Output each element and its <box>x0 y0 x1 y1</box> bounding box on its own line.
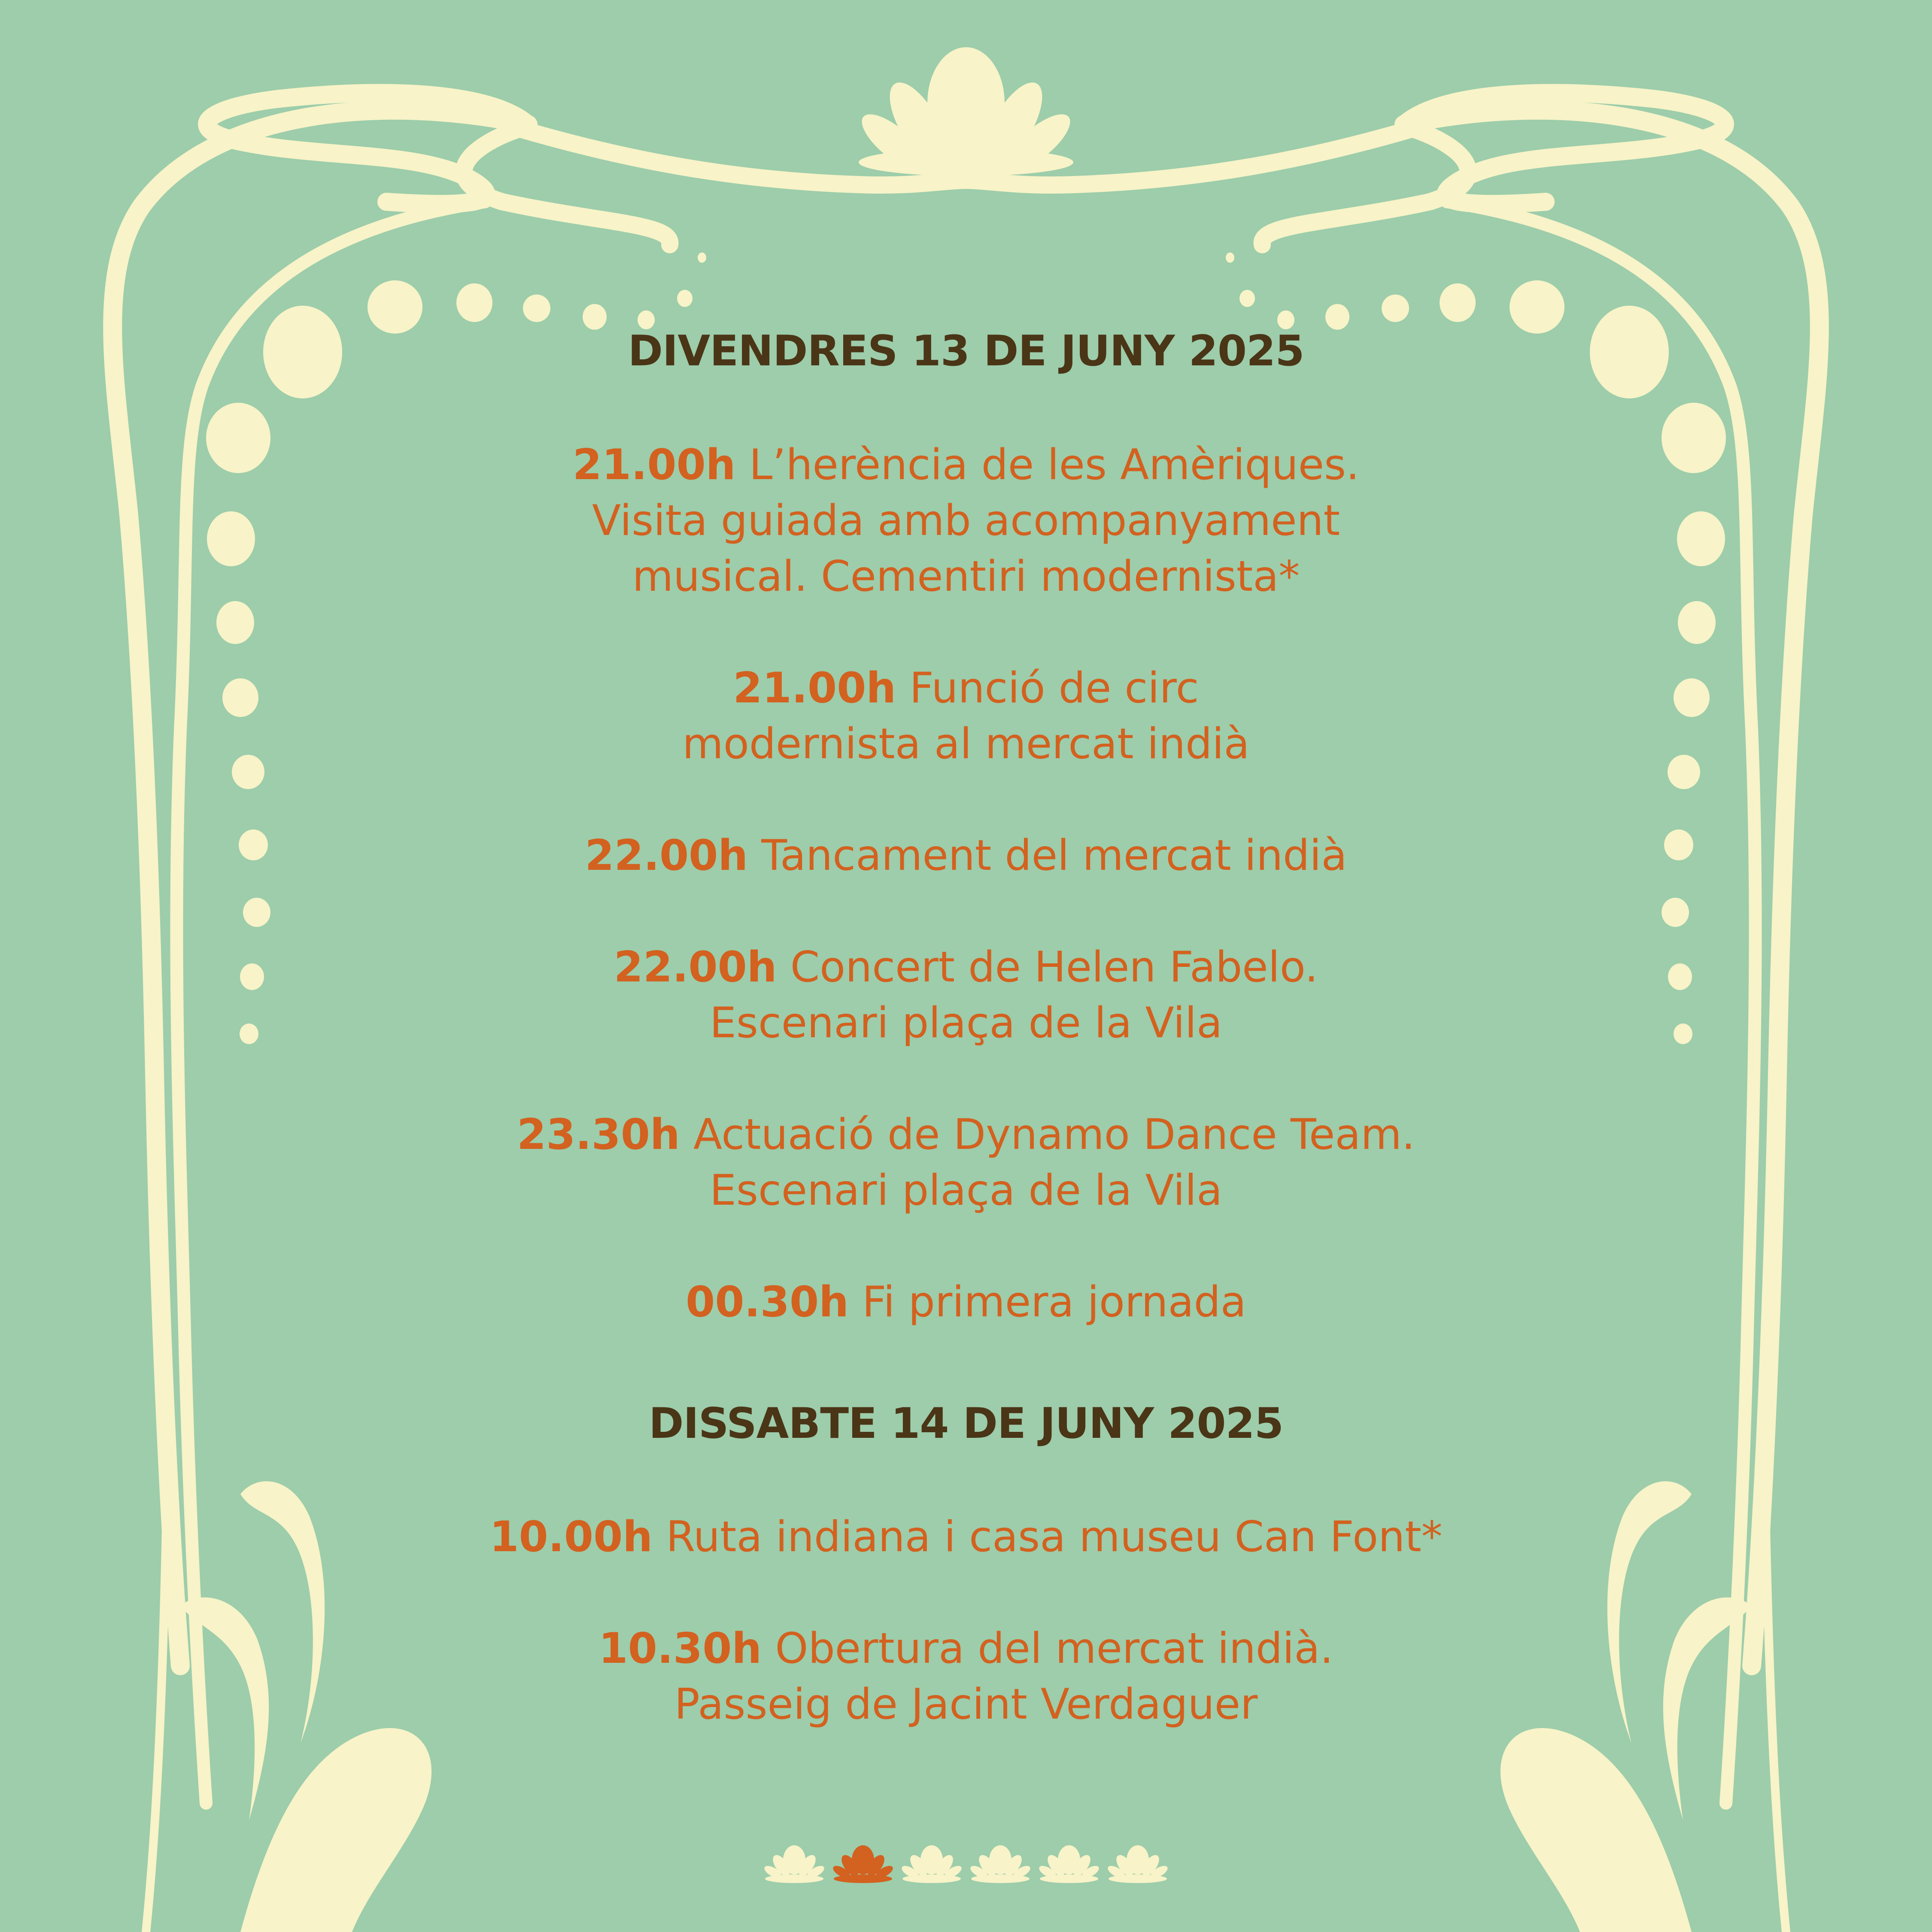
event-text: Ruta indiana i casa museu Can Font* <box>666 1513 1443 1562</box>
event-text: modernista al mercat indià <box>682 719 1250 769</box>
event-text: Escenari plaça de la Vila <box>709 998 1223 1048</box>
event-text: Visita guiada amb acompanyament <box>592 496 1340 545</box>
event-item <box>301 939 1631 1051</box>
event-time: 21.00h <box>733 663 896 713</box>
event-time: 22.00h <box>585 831 748 880</box>
page-dot-active[interactable] <box>833 1842 893 1885</box>
event-item <box>301 1274 1631 1330</box>
event-text: Funció de circ <box>909 663 1199 713</box>
event-text: musical. Cementiri modernista* <box>632 552 1300 601</box>
event-text: Escenari plaça de la Vila <box>709 1166 1223 1215</box>
event-time: 10.30h <box>598 1624 762 1674</box>
event-item <box>301 1509 1631 1565</box>
page-indicator <box>764 1842 1168 1885</box>
event-text: Tancament del mercat indià <box>761 831 1347 880</box>
event-item <box>301 660 1631 772</box>
event-text: Obertura del mercat indià. <box>775 1624 1334 1674</box>
page-dot[interactable] <box>902 1842 962 1885</box>
event-time: 00.30h <box>686 1277 849 1327</box>
event-text: Passeig de Jacint Verdaguer <box>674 1680 1258 1729</box>
event-time: 22.00h <box>614 942 777 992</box>
event-item <box>301 437 1631 605</box>
event-text: L’herència de les Amèriques. <box>749 440 1360 489</box>
event-item <box>301 1621 1631 1732</box>
program-schedule <box>301 326 1631 1732</box>
event-item <box>301 1107 1631 1218</box>
event-time: 23.30h <box>517 1110 680 1159</box>
day-heading: DIVENDRES 13 DE JUNY 2025 <box>628 327 1304 376</box>
page-dot[interactable] <box>970 1842 1030 1885</box>
event-text: Concert de Helen Fabelo. <box>790 942 1318 992</box>
event-text: Fi primera jornada <box>862 1277 1246 1327</box>
page-dot[interactable] <box>1108 1842 1168 1885</box>
event-time: 21.00h <box>572 440 736 489</box>
event-time: 10.00h <box>489 1513 653 1562</box>
page-dot[interactable] <box>1039 1842 1099 1885</box>
event-text: Actuació de Dynamo Dance Team. <box>693 1110 1415 1159</box>
page-dot[interactable] <box>764 1842 824 1885</box>
event-item <box>301 828 1631 884</box>
day-heading: DISSABTE 14 DE JUNY 2025 <box>649 1399 1283 1448</box>
